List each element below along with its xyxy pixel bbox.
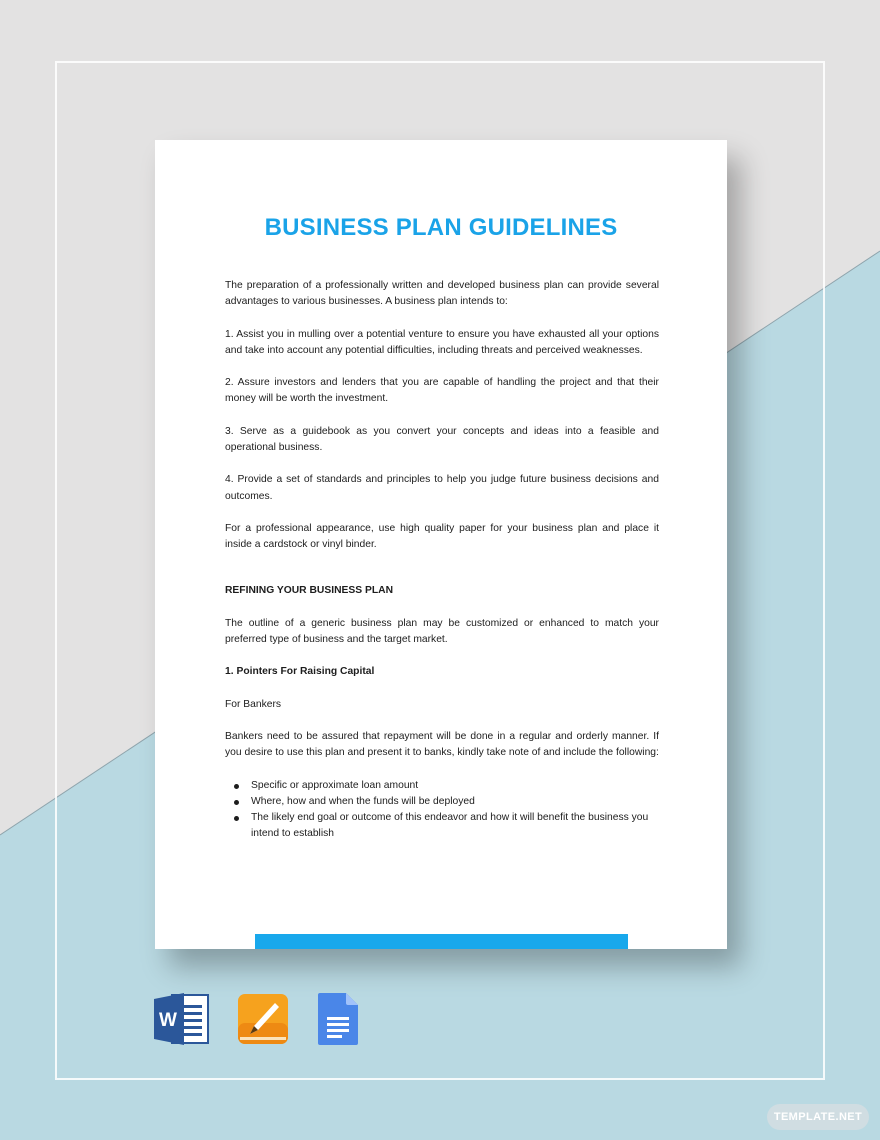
section-intro: The outline of a generic business plan may be customized or enhanced to match your preferred type of business and the target market. [225, 617, 659, 645]
bullet-icon [234, 784, 239, 789]
bullet-icon [234, 800, 239, 805]
footer-accent-bar [255, 934, 628, 949]
svg-text:W: W [159, 1010, 177, 1031]
google-docs-icon[interactable] [318, 993, 358, 1045]
appearance-note: For a professional appearance, use high quality paper for your business plan and place it inside a cardstock or vinyl binder. [225, 522, 659, 551]
watermark-badge[interactable]: TEMPLATE.NET [767, 1104, 869, 1130]
list-item-text: The likely end goal or outcome of this endeavor and how it will benefit the business you intend to establish [251, 812, 649, 840]
point-3: 3. Serve as a guidebook as you convert your concepts and ideas into a feasible and operational business. [225, 425, 659, 453]
intro-paragraph: The preparation of a professionally written and developed business plan can provide several advantages to various businesses. A business plan intends to: [225, 280, 659, 308]
document-title: BUSINESS PLAN GUIDELINES [264, 214, 618, 241]
bullet-list [225, 778, 659, 843]
point-4: 4. Provide a set of standards and principles to help you judge future business decisions and outcomes. [225, 474, 659, 502]
list-item [225, 794, 659, 810]
point-1: 1. Assist you in mulling over a potential venture to ensure you have exhausted all your options and take into account any potential difficulties, including threats and perceived weaknesses. [225, 328, 659, 356]
word-icon[interactable] [154, 993, 210, 1045]
bullet-icon [234, 816, 239, 821]
subheading: 1. Pointers For Raising Capital [225, 666, 375, 678]
list-item-text: Where, how and when the funds will be deployed [251, 795, 475, 807]
audience-label: For Bankers [225, 698, 282, 710]
list-item-text: Specific or approximate loan amount [251, 779, 419, 791]
section-heading: REFINING YOUR BUSINESS PLAN [225, 585, 394, 597]
document-body [225, 278, 659, 843]
pages-icon[interactable] [237, 993, 289, 1045]
list-item [225, 810, 659, 842]
point-2: 2. Assure investors and lenders that you are capable of handling the project and that their money will be worth the investment. [225, 377, 659, 405]
document-page [155, 140, 727, 949]
bankers-paragraph: Bankers need to be assured that repayment will be done in a regular and orderly manner. If you desire to use this plan and present it to banks, kindly take note of and include the following: [225, 731, 659, 759]
list-item [225, 778, 659, 794]
